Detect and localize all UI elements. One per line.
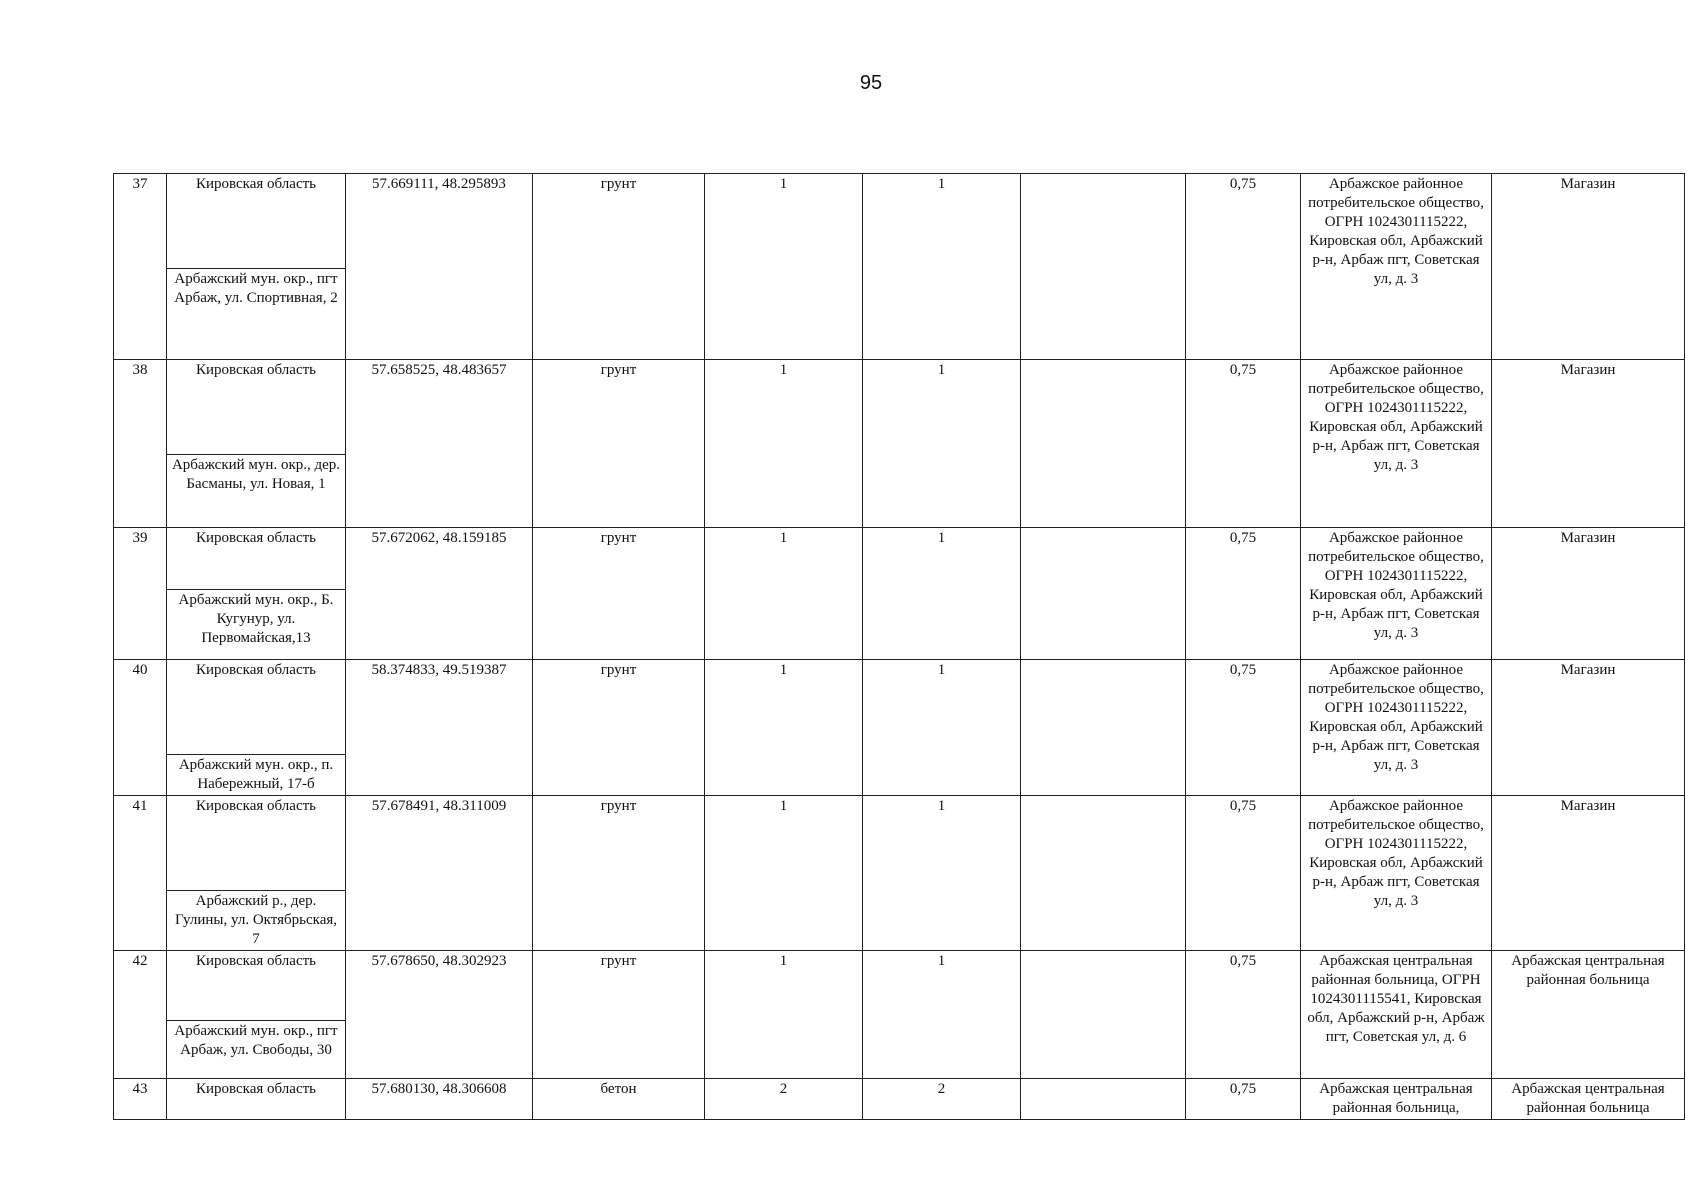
street-address-text: Арбажский мун. окр., дер. Басманы, ул. Новая, 1 — [171, 457, 341, 492]
empty-cell — [1021, 660, 1186, 796]
count-cell: 2 — [863, 1079, 1021, 1120]
surface-cell: грунт — [533, 360, 705, 528]
address-block — [167, 796, 345, 950]
count-cell: 1 — [705, 360, 863, 528]
empty-cell — [1021, 360, 1186, 528]
count-cell: 1 — [863, 796, 1021, 951]
coordinates-cell: 57.678491, 48.311009 — [346, 796, 533, 951]
row-number-cell: 42 — [114, 951, 167, 1079]
region-text: Кировская область — [167, 528, 345, 590]
coordinates-cell: 57.658525, 48.483657 — [346, 360, 533, 528]
count-cell: 1 — [705, 660, 863, 796]
page-number: 95 — [859, 72, 883, 94]
source-cell: Магазин — [1492, 796, 1685, 951]
surface-cell: грунт — [533, 796, 705, 951]
table-row — [114, 528, 1685, 660]
address-cell — [167, 360, 346, 528]
table-row — [114, 951, 1685, 1079]
address-cell — [167, 660, 346, 796]
table-row — [114, 174, 1685, 360]
table-row — [114, 796, 1685, 951]
region-text: Кировская область — [167, 660, 345, 755]
empty-cell — [1021, 796, 1186, 951]
source-cell: Магазин — [1492, 360, 1685, 528]
coordinates-cell: 57.680130, 48.306608 — [346, 1079, 533, 1120]
volume-cell: 0,75 — [1186, 660, 1301, 796]
volume-cell: 0,75 — [1186, 1079, 1301, 1120]
surface-cell: грунт — [533, 951, 705, 1079]
region-text: Кировская область — [167, 174, 345, 269]
row-number-cell: 41 — [114, 796, 167, 951]
street-address-text: Арбажский р., дер. Гулины, ул. Октябрьская, 7 — [174, 893, 338, 947]
registry-table — [113, 173, 1685, 1120]
source-cell: Магазин — [1492, 528, 1685, 660]
source-cell: Магазин — [1492, 660, 1685, 796]
row-number-cell: 38 — [114, 360, 167, 528]
count-cell: 1 — [705, 528, 863, 660]
count-cell: 1 — [863, 360, 1021, 528]
coordinates-cell: 57.669111, 48.295893 — [346, 174, 533, 360]
address-block — [167, 174, 345, 309]
count-cell: 1 — [863, 660, 1021, 796]
table-body — [114, 174, 1685, 1120]
region-text: Кировская область — [195, 1081, 316, 1097]
address-cell — [167, 174, 346, 360]
count-cell: 2 — [705, 1079, 863, 1120]
address-cell — [167, 796, 346, 951]
count-cell: 1 — [705, 174, 863, 360]
source-cell: Арбажская центральная районная больница — [1492, 951, 1685, 1079]
row-number-cell: 37 — [114, 174, 167, 360]
volume-cell: 0,75 — [1186, 360, 1301, 528]
region-text: Кировская область — [167, 951, 345, 1021]
owner-cell: Арбажское районное потребительское общество, ОГРН 1024301115222, Кировская обл, Арбажский р-н, Арбаж пгт, Советская ул, д. 3 — [1301, 174, 1492, 360]
address-cell — [167, 951, 346, 1079]
surface-cell: бетон — [533, 1079, 705, 1120]
row-number-cell: 43 — [114, 1079, 167, 1120]
volume-cell: 0,75 — [1186, 528, 1301, 660]
count-cell: 1 — [863, 174, 1021, 360]
coordinates-cell: 58.374833, 49.519387 — [346, 660, 533, 796]
address-block — [167, 360, 345, 495]
street-address-text: Арбажский мун. окр., пгт Арбаж, ул. Спортивная, 2 — [174, 271, 338, 306]
address-block — [167, 660, 345, 795]
source-cell: Арбажская центральная районная больница — [1492, 1079, 1685, 1120]
owner-cell: Арбажская центральная районная больница, ОГРН 1024301115541, Кировская обл, Арбажский р-н, Арбаж пгт, Советская ул, д. 6 — [1301, 951, 1492, 1079]
table-row — [114, 360, 1685, 528]
empty-cell — [1021, 174, 1186, 360]
owner-cell: Арбажское районное потребительское общество, ОГРН 1024301115222, Кировская обл, Арбажский р-н, Арбаж пгт, Советская ул, д. 3 — [1301, 796, 1492, 951]
volume-cell: 0,75 — [1186, 951, 1301, 1079]
region-text: Кировская область — [167, 796, 345, 891]
owner-cell: Арбажское районное потребительское общество, ОГРН 1024301115222, Кировская обл, Арбажский р-н, Арбаж пгт, Советская ул, д. 3 — [1301, 528, 1492, 660]
street-address-text: Арбажский мун. окр., пгт Арбаж, ул. Свободы, 30 — [174, 1023, 338, 1058]
region-text: Кировская область — [167, 360, 345, 455]
empty-cell — [1021, 951, 1186, 1079]
count-cell: 1 — [705, 951, 863, 1079]
empty-cell — [1021, 528, 1186, 660]
row-number-cell: 40 — [114, 660, 167, 796]
table-row — [114, 1079, 1685, 1120]
address-block — [167, 951, 345, 1061]
row-number-cell: 39 — [114, 528, 167, 660]
volume-cell: 0,75 — [1186, 174, 1301, 360]
street-address-text: Арбажский мун. окр., Б. Кугунур, ул. Первомайская,13 — [178, 592, 334, 646]
owner-cell: Арбажская центральная районная больница, — [1301, 1079, 1492, 1120]
coordinates-cell: 57.672062, 48.159185 — [346, 528, 533, 660]
table-row — [114, 660, 1685, 796]
surface-cell: грунт — [533, 660, 705, 796]
address-block — [167, 1079, 345, 1117]
volume-cell: 0,75 — [1186, 796, 1301, 951]
count-cell: 1 — [863, 528, 1021, 660]
address-cell — [167, 528, 346, 660]
coordinates-cell: 57.678650, 48.302923 — [346, 951, 533, 1079]
surface-cell: грунт — [533, 174, 705, 360]
address-block — [167, 528, 345, 649]
owner-cell: Арбажское районное потребительское общество, ОГРН 1024301115222, Кировская обл, Арбажский р-н, Арбаж пгт, Советская ул, д. 3 — [1301, 660, 1492, 796]
surface-cell: грунт — [533, 528, 705, 660]
count-cell: 1 — [705, 796, 863, 951]
address-cell — [167, 1079, 346, 1120]
empty-cell — [1021, 1079, 1186, 1120]
owner-cell: Арбажское районное потребительское общество, ОГРН 1024301115222, Кировская обл, Арбажский р-н, Арбаж пгт, Советская ул, д. 3 — [1301, 360, 1492, 528]
count-cell: 1 — [863, 951, 1021, 1079]
street-address-text: Арбажский мун. окр., п. Набережный, 17-б — [178, 757, 334, 792]
source-cell: Магазин — [1492, 174, 1685, 360]
